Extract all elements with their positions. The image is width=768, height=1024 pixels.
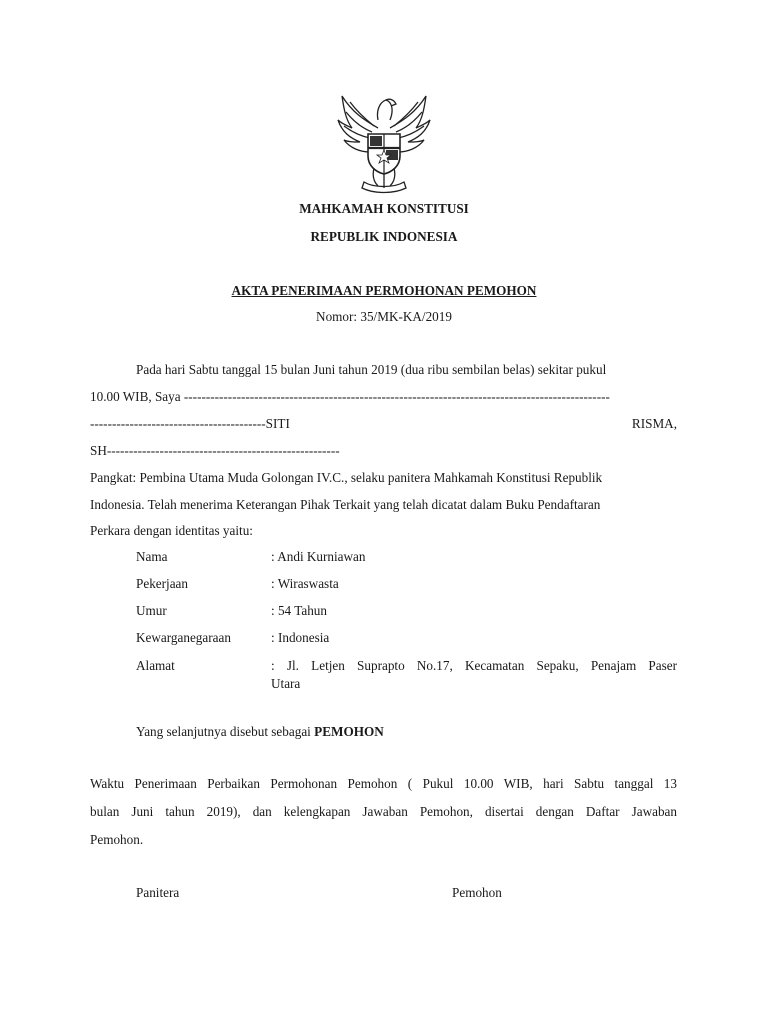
designation-party: PEMOHON bbox=[314, 724, 384, 739]
identity-value-kewarganegaraan: : Indonesia bbox=[271, 630, 330, 645]
identity-value-alamat-line-1: : Jl. Letjen Suprapto No.17, Kecamatan Sepaku, Penajam Paser bbox=[271, 658, 677, 673]
rank-line-1: Pangkat: Pembina Utama Muda Golongan IV.C., selaku panitera Mahkamah Konstitusi Republik bbox=[90, 470, 603, 485]
signature-right-label: Pemohon bbox=[452, 885, 502, 900]
identity-value-pekerjaan: : Wiraswasta bbox=[271, 576, 339, 591]
rank-line-3: Perkara dengan identitas yaitu: bbox=[90, 523, 253, 538]
closing-line-3: Pemohon. bbox=[90, 832, 144, 847]
identity-label-alamat: Alamat bbox=[136, 658, 175, 673]
document-number: Nomor: 35/MK-KA/2019 bbox=[316, 309, 452, 324]
document-title bbox=[0, 282, 768, 300]
intro-line-1: Pada hari Sabtu tanggal 15 bulan Juni tahun 2019 (dua ribu sembilan belas) sekitar pukul bbox=[136, 362, 607, 377]
intro-line-4: SH----------------------------------------------------- bbox=[90, 443, 340, 458]
institution-name: MAHKAMAH KONSTITUSI bbox=[299, 201, 469, 216]
intro-line-3-right: RISMA, bbox=[631, 416, 677, 431]
identity-value-nama: : Andi Kurniawan bbox=[271, 549, 366, 564]
garuda-pancasila-icon bbox=[334, 90, 434, 194]
identity-label-umur: Umur bbox=[136, 603, 167, 618]
identity-label-nama: Nama bbox=[136, 549, 168, 564]
intro-line-3-left: ----------------------------------------SITI bbox=[90, 416, 290, 431]
identity-label-kewarganegaraan: Kewarganegaraan bbox=[136, 630, 231, 645]
intro-line-3 bbox=[90, 415, 677, 433]
rank-line-2: Indonesia. Telah menerima Keterangan Pihak Terkait yang telah dicatat dalam Buku Pendaftaran bbox=[90, 497, 601, 512]
country-name: REPUBLIK INDONESIA bbox=[310, 229, 458, 244]
designation-prefix: Yang selanjutnya disebut sebagai bbox=[136, 724, 315, 739]
identity-value-umur: : 54 Tahun bbox=[271, 603, 327, 618]
closing-line-2: bulan Juni tahun 2019), dan kelengkapan Jawaban Pemohon, disertai dengan Daftar Jawaban bbox=[90, 804, 677, 819]
designation-line bbox=[136, 723, 384, 741]
intro-line-2: 10.00 WIB, Saya ------------------------------------------------------------------------------------------------- bbox=[90, 389, 610, 404]
identity-value-alamat-line-2: Utara bbox=[271, 676, 301, 691]
closing-line-1: Waktu Penerimaan Perbaikan Permohonan Pemohon ( Pukul 10.00 WIB, hari Sabtu tanggal 13 bbox=[90, 776, 677, 791]
signature-left-label: Panitera bbox=[136, 885, 180, 900]
document-title-text: AKTA PENERIMAAN PERMOHONAN PEMOHON bbox=[231, 283, 537, 298]
identity-label-pekerjaan: Pekerjaan bbox=[136, 576, 188, 591]
